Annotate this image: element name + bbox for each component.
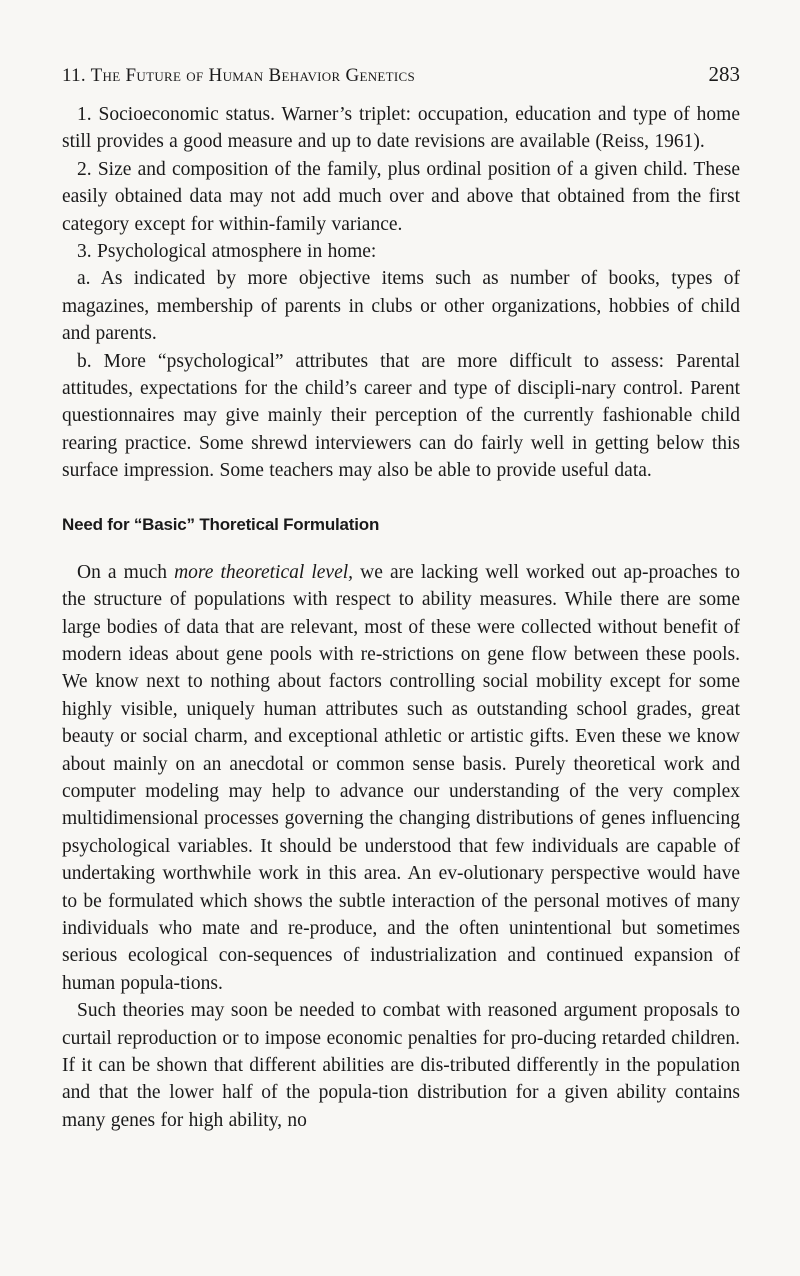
chapter-running-title: 11. The Future of Human Behavior Genetics bbox=[62, 65, 416, 86]
list-item-psychological-atmosphere: 3. Psychological atmosphere in home: bbox=[77, 241, 377, 263]
paragraph-such-theories: Such theories may soon be needed to combat with reasoned argument proposals to curtail reproduction or to impose economic penalties for pro-ducing retarded children. If it can be shown that different abilities are dis-tributed differently in the population and that the lower half of the popula-tion distribution for a given ability contains many genes for high ability, no bbox=[62, 1000, 740, 1131]
section-body bbox=[62, 559, 740, 1135]
list-item-socioeconomic-status: 1. Socioeconomic status. Warner’s triplet: occupation, education and type of home still provides a good measure and up to date revisions are available (Reiss, 1961). bbox=[62, 104, 740, 153]
list-block bbox=[62, 101, 740, 485]
paragraph-lead-text: On a much bbox=[77, 561, 175, 583]
italic-emphasis: more theoretical level, bbox=[174, 561, 354, 583]
paragraph-theoretical-level bbox=[62, 559, 740, 998]
sub-item-psychological-attributes: b. More “psychological” attributes that are more difficult to assess: Parental attitudes, expectations for the child’s career and type of discipli-nary control. Parent questionnaires may give mainly their perception of the currently fashionable child rearing practice. Some shrewd interviewers can do fairly well in getting below this surface impression. Some teachers may also be able to provide useful data. bbox=[62, 350, 740, 482]
paragraph-main-text: we are lacking well worked out ap-proaches to the structure of populations with respect to ability measures. While there are some large bodies of data that are relevant, most of these were collected without benefit of modern ideas about gene pools with re-strictions on gene flow between these pools. We know next to nothing about factors controlling social mobility except for some highly visible, uniquely human attributes such as outstanding school grades, great beauty or social charm, and exceptional athletic or artistic gifts. Even these we know about mainly on an anecdotal or common sense basis. Purely theoretical work and computer modeling may help to advance our understanding of the very complex multidimensional processes governing the changing distributions of genes influencing psychological variables. It should be understood that few individuals are capable of undertaking worthwhile work in this area. An ev-olutionary perspective would have to be formulated which shows the subtle interaction of the personal motives of many individuals who mate and re-produce, and the often unintentional but sometimes serious ecological con-sequences of industrialization and continued expansion of human popula-tions. bbox=[62, 561, 740, 994]
list-item-family-size: 2. Size and composition of the family, plus ordinal position of a given child. These easily obtained data may not add much over and above that obtained from the first category except for within-family variance. bbox=[62, 158, 740, 235]
sub-item-objective-items: a. As indicated by more objective items such as number of books, types of magazines, membership of parents in clubs or other organizations, hobbies of child and parents. bbox=[62, 268, 740, 345]
section-heading: Need for “Basic” Thoretical Formulation bbox=[62, 514, 380, 534]
book-page bbox=[62, 62, 740, 1134]
page-number: 283 bbox=[708, 62, 740, 86]
running-head bbox=[62, 62, 740, 87]
